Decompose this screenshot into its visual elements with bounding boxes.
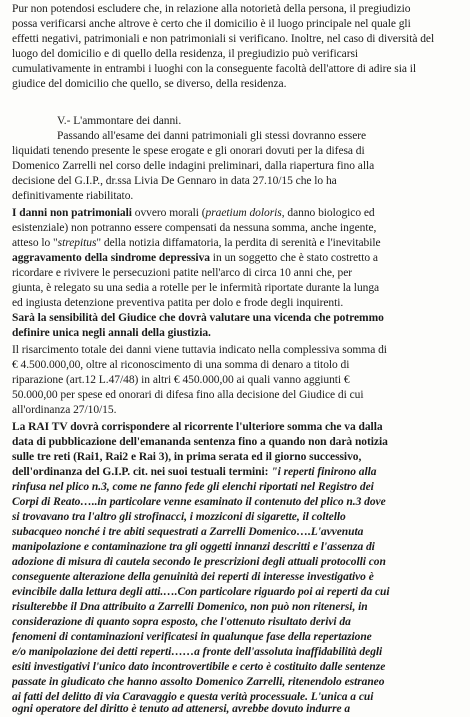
plain-text: atteso lo " xyxy=(12,237,58,249)
text-line: possa verificarsi anche altrove è certo che il domicilio è il luogo principale nel quale gli xyxy=(12,18,411,30)
text-line: si trovavano tra l'altro gli strofinacci, i mozziconi di sigarette, il coltello xyxy=(12,511,346,523)
text-line: La RAI TV dovrà corrispondere al ricorrente l'ulteriore somma che va dalla xyxy=(12,421,383,433)
text-line: giunta, è relegato su una sedia a rotelle per le infermità riportate durante la lunga xyxy=(12,282,380,294)
text-line: € 4.500.000,00, oltre al riconoscimento di una somma di denaro a titolo di xyxy=(12,359,350,371)
text-line: fenomeni di contaminazioni verificatesi in qualunque fase della repertazione xyxy=(12,631,372,643)
text-line xyxy=(12,465,460,480)
text-line: passate in giudicato che hanno assolto Domenico Zarrelli, ritenendolo estraneo xyxy=(12,676,385,688)
text-line: definire unica negli annali della giustizia. xyxy=(12,327,211,339)
text-line: ed ingiusta detenzione preventiva patita per dolo e frode degli inquirenti. xyxy=(12,297,344,309)
text-line xyxy=(12,251,460,266)
quote-text: "i reperti finirono alla xyxy=(271,466,377,478)
emphasis-text: dell'ordinanza del G.I.P. cit. nei suoi testuali termini: xyxy=(12,466,272,478)
text-line: conseguente alterazione della genuinità dei reperti di interesse investigativo è xyxy=(12,571,374,583)
text-line: manipolazione e contaminazione tra gli oggetti innanzi descritti e l'assenza di xyxy=(12,541,375,553)
text-line xyxy=(12,585,460,600)
text-line: all'ordinanza 27/10/15. xyxy=(12,404,117,416)
text-line: Corpi di Reato…..in particolare venne esaminato il contenuto del plico n.3 dove xyxy=(12,496,386,508)
text-line: effetti negativi, patrimoniali e non patrimoniali si verificano. Inoltre, nel caso di diversità del xyxy=(12,33,435,45)
text-line: ricordare e rivivere le persecuzioni patite nell'arco di circa 10 anni che, per xyxy=(12,267,353,279)
text-line: considerazione di quanto sopra esposto, che l'ottenuto risultato derivi da xyxy=(12,616,351,628)
plain-text: ovvero morali ( xyxy=(131,207,206,219)
emphasis-text: I danni non patrimoniali xyxy=(12,207,132,219)
text-line: subacqueo nonché i tre abiti sequestrati a Zarrelli Domenico….L'avvenuta xyxy=(12,526,364,538)
text-line: cumulativamente in entrambi i luoghi con la conseguente facoltà dell'attore di adire sia il xyxy=(12,63,417,75)
text-line xyxy=(12,236,460,251)
plain-text: , danno biologico ed xyxy=(281,207,375,219)
plain-text: in un soggetto che è stato costretto a xyxy=(209,252,378,264)
text-line: Il risarcimento totale dei danni viene tuttavia indicato nella complessiva somma di xyxy=(12,344,387,356)
text-line: 50.000,00 per spese ed onorari di difesa fino alla decisione del Giudice di cui xyxy=(12,389,364,401)
italic-text: strepitus xyxy=(57,237,97,249)
text-line: riparazione (art.12 L.47/48) in altri € 450.000,00 ai quali vanno aggiunti € xyxy=(12,374,350,386)
text-line: sulle tre reti (Rai1, Rai2 e Rai 3), in prima serata ed il giorno successivo, xyxy=(12,451,362,463)
text-line: liquidati tenendo presente le spese erogate e gli onorari dovuti per la difesa di xyxy=(12,145,365,157)
text-line: Passando all'esame dei danni patrimoniali gli stessi dovranno essere xyxy=(57,130,367,142)
text-line: rinfusa nel plico n.3, come ne fanno fede gli elenchi riportati nel Registro dei xyxy=(12,481,374,493)
text-line: decisione del G.I.P., dr.ssa Livia De Gennaro in data 27.10/15 che lo ha xyxy=(12,175,337,187)
text-line: esiti investigativi l'unico dato incontrovertibile e certo è costituito dalle sentenze xyxy=(12,661,386,673)
text-line: luogo del domicilio e di quello della residenza, il pregiudizio può verificarsi xyxy=(12,48,359,60)
text-line: data di pubblicazione dell'emananda sentenza fino a quando non darà notizia xyxy=(12,436,388,448)
text-line xyxy=(12,206,460,221)
section-heading: V.- L'ammontare dei danni. xyxy=(57,115,182,127)
text-line: Pur non potendosi escludere che, in relazione alla notorietà della persona, il pregiudizio xyxy=(12,3,411,15)
text-line: ai fatti del delitto di via Caravaggio e questa verità processuale. L'unica a cui xyxy=(12,691,374,703)
quote-text: evincibile dalla lettura degli atti. xyxy=(12,586,164,598)
text-line: adozione di misura di cautela secondo le prescrizioni degli attuali protocolli con xyxy=(12,556,386,568)
italic-text: praetium doloris xyxy=(205,207,282,219)
text-line: risulterebbe il Dna attribuito a Zarrelli Domenico, non può non ritenersi, in xyxy=(12,601,368,613)
text-line: ogni operatore del diritto è tenuto ad attenersi, avrebbe dovuto indurre a xyxy=(12,703,351,715)
text-line: Sarà la sensibilità del Giudice che dovrà valutare una vicenda che potremmo xyxy=(12,312,384,324)
plain-text: " della notizia diffamatoria, la perdita di serenità e l'inevitabile xyxy=(96,237,381,249)
quote-text: ….Con particolare riguardo poi ai reperti da cui xyxy=(163,586,390,598)
text-line: definitivamente riabilitato. xyxy=(12,190,134,202)
text-line: esistenziale) non potranno essere compensati da nessuna somma, anche ingente, xyxy=(12,222,377,234)
text-line: e/o manipolazione dei detti reperti……a fronte dell'assoluta inaffidabilità degli xyxy=(12,646,383,658)
emphasis-text: aggravamento della sindrome depressiva xyxy=(12,252,210,264)
text-line: giudice del domicilio che quello, se diverso, della residenza. xyxy=(12,78,287,90)
text-line: Domenico Zarrelli nel corso delle indagini preliminari, dalla riapertura fino alla xyxy=(12,160,375,172)
